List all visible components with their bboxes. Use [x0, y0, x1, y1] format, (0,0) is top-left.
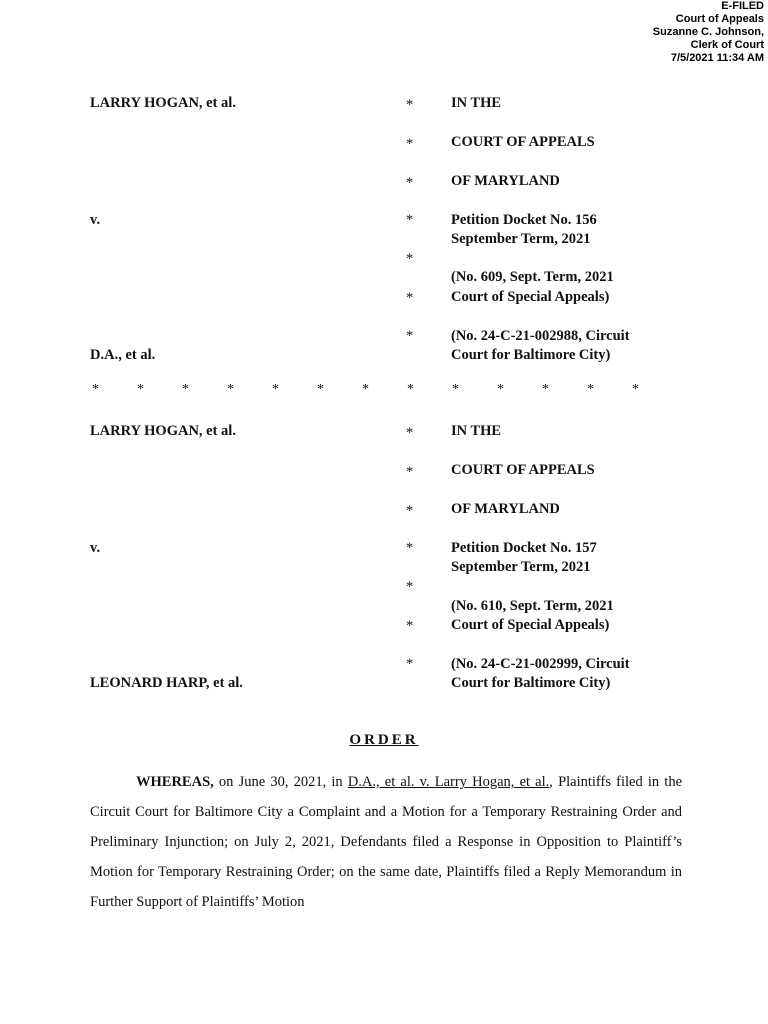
appellee-name: D.A., et al.: [90, 347, 156, 363]
separator-star: *: [92, 382, 99, 397]
stamp-court: Court of Appeals: [675, 13, 764, 25]
court-line: OF MARYLAND: [451, 173, 560, 189]
caption-star: *: [406, 251, 414, 267]
caption-star: *: [406, 97, 414, 113]
caption-star: *: [406, 464, 414, 480]
e-filed-stamp: [653, 0, 764, 65]
separator-star: *: [452, 382, 459, 397]
caption-star: *: [406, 540, 414, 556]
stamp-timestamp: 7/5/2021 11:34 AM: [670, 52, 764, 64]
caption-star: *: [406, 656, 414, 672]
separator-star: *: [632, 382, 639, 397]
csa-court: Court of Special Appeals): [451, 289, 610, 305]
circuit-case-number: (No. 24-C-21-002999, Circuit: [451, 656, 630, 672]
caption-star: *: [406, 425, 414, 441]
court-line: COURT OF APPEALS: [451, 134, 595, 150]
whereas-paragraph: [90, 767, 682, 917]
caption-star: *: [406, 328, 414, 344]
versus-label: v.: [90, 540, 101, 556]
separator-star: *: [227, 382, 234, 397]
caption-star: *: [406, 290, 414, 306]
appellee-name: LEONARD HARP, et al.: [90, 675, 243, 691]
paragraph-text: , Plaintiffs filed in the Circuit Court for Baltimore City a Complaint and a Motion for a Temporary Restraining Order and Preliminary Injunction; on July 2, 2021, Defendants filed a Response in Opposition to Plaintiff’s Motion for Temporary Restraining Order; on the same date, Plaintiffs filed a Reply Memorandum in Further Support of Plaintiffs’ Motion: [90, 774, 683, 910]
csa-case-number: (No. 609, Sept. Term, 2021: [451, 269, 614, 285]
order-body: [90, 767, 682, 917]
separator-star: *: [182, 382, 189, 397]
caption-star: *: [406, 212, 414, 228]
versus-label: v.: [90, 212, 101, 228]
court-line: OF MARYLAND: [451, 501, 560, 517]
caption-star: *: [406, 136, 414, 152]
appellant-name: LARRY HOGAN, et al.: [90, 423, 236, 439]
stamp-clerk-title: Clerk of Court: [690, 39, 764, 51]
stamp-clerk-name: Suzanne C. Johnson,: [652, 26, 764, 38]
court-line: IN THE: [451, 95, 502, 111]
whereas-label: WHEREAS,: [136, 774, 214, 790]
appellant-name: LARRY HOGAN, et al.: [90, 95, 236, 111]
csa-court: Court of Special Appeals): [451, 617, 610, 633]
csa-case-number: (No. 610, Sept. Term, 2021: [451, 598, 614, 614]
separator-star: *: [542, 382, 549, 397]
separator-star: *: [272, 382, 279, 397]
paragraph-text: on June 30, 2021, in: [213, 774, 348, 790]
court-line: COURT OF APPEALS: [451, 462, 595, 478]
circuit-court: Court for Baltimore City): [451, 347, 611, 363]
circuit-court: Court for Baltimore City): [451, 675, 611, 691]
stamp-status: E-FILED: [721, 0, 764, 12]
order-title: ORDER: [349, 732, 419, 748]
docket-term: September Term, 2021: [451, 559, 591, 575]
caption-star: *: [406, 503, 414, 519]
case-reference: D.A., et al. v. Larry Hogan, et al.: [347, 774, 550, 790]
separator-star: *: [137, 382, 144, 397]
separator-star: *: [317, 382, 324, 397]
caption-star: *: [406, 175, 414, 191]
docket-number: Petition Docket No. 156: [451, 212, 597, 228]
separator-star: *: [587, 382, 594, 397]
separator-star: *: [497, 382, 504, 397]
caption-star: *: [406, 579, 414, 595]
separator-star: *: [362, 382, 369, 397]
docket-term: September Term, 2021: [451, 231, 591, 247]
court-line: IN THE: [451, 423, 502, 439]
circuit-case-number: (No. 24-C-21-002988, Circuit: [451, 328, 630, 344]
separator-star: *: [407, 382, 414, 397]
docket-number: Petition Docket No. 157: [451, 540, 597, 556]
caption-star: *: [406, 618, 414, 634]
